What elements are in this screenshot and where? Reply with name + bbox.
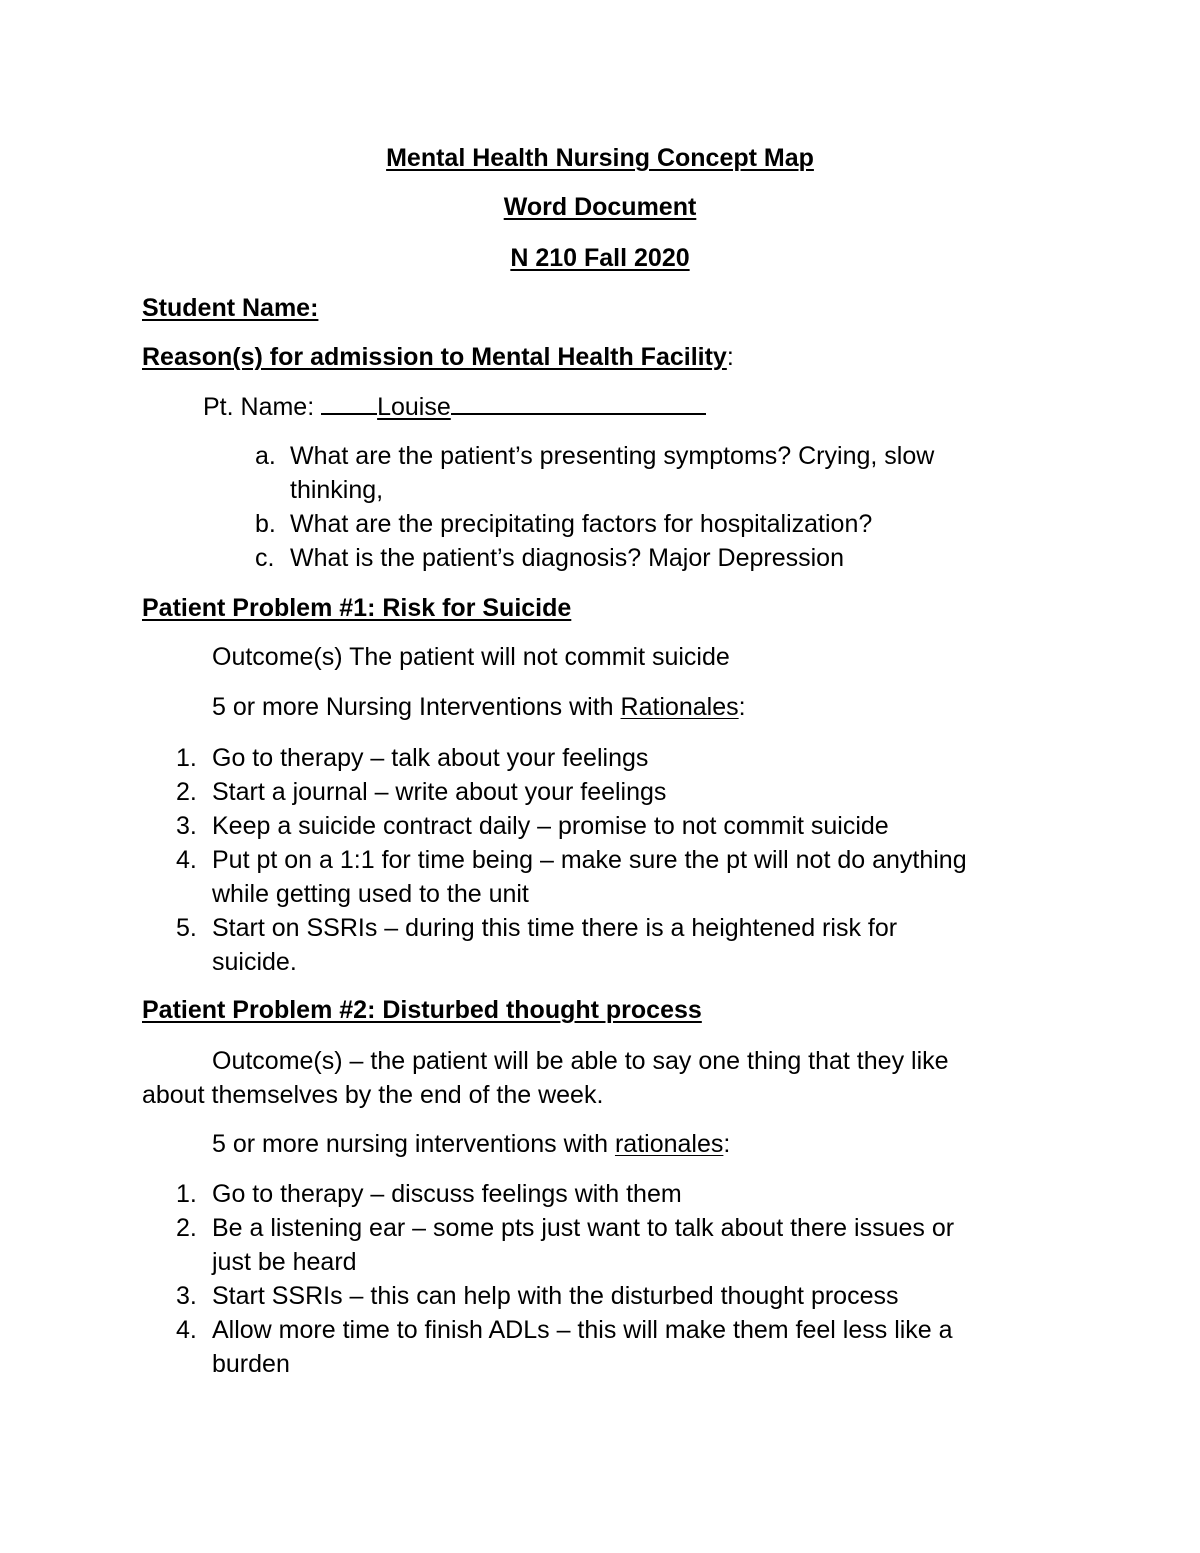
- list-item-text: Start SSRIs – this can help with the disturbed thought process: [212, 1282, 899, 1310]
- course-line: [0, 243, 1200, 273]
- list-item-text: suicide.: [212, 948, 297, 976]
- list-item-marker: 3.: [176, 1282, 197, 1310]
- list-item-text: Keep a suicide contract daily – promise to not commit suicide: [212, 812, 889, 840]
- problem1-interventions-label: [212, 692, 746, 722]
- course-text: N 210 Fall 2020: [510, 244, 690, 272]
- list-item-text: burden: [212, 1350, 290, 1378]
- problem2-heading-text: Patient Problem #2: Disturbed thought process: [142, 996, 702, 1024]
- list-item-text: What are the patient’s presenting symptoms? Crying, slow: [290, 442, 935, 470]
- problem2-heading: [142, 995, 702, 1025]
- list-item-text: while getting used to the unit: [212, 880, 529, 908]
- list-item-text: thinking,: [290, 476, 384, 504]
- list-item-text: Allow more time to finish ADLs – this will make them feel less like a: [212, 1316, 953, 1344]
- title-text: Mental Health Nursing Concept Map: [386, 144, 814, 172]
- list-item-marker: 4.: [176, 846, 197, 874]
- subtitle-text: Word Document: [503, 193, 697, 221]
- list-item-text: Be a listening ear – some pts just want to talk about there issues or: [212, 1214, 955, 1242]
- list-item-marker: a.: [255, 442, 276, 470]
- list-item-marker: 4.: [176, 1316, 197, 1344]
- list-item-marker: c.: [255, 544, 275, 572]
- interventions-prefix: 5 or more nursing interventions with: [212, 1130, 615, 1158]
- list-item-text: What are the precipitating factors for hospitalization?: [290, 510, 873, 538]
- rationales-word: rationales: [614, 1130, 724, 1158]
- reason-heading: [142, 342, 734, 372]
- reason-label: Reason(s) for admission to Mental Health Facility: [142, 343, 727, 371]
- list-item-text: Go to therapy – talk about your feelings: [212, 744, 649, 772]
- interventions-prefix: 5 or more Nursing Interventions with: [212, 693, 621, 721]
- problem1-outcome-text: Outcome(s) The patient will not commit suicide: [212, 643, 730, 671]
- interventions-suffix: :: [723, 1130, 731, 1158]
- problem1-heading: [142, 593, 571, 623]
- interventions-suffix: :: [738, 693, 746, 721]
- list-item-marker: 5.: [176, 914, 197, 942]
- patient-name-label: Pt. Name:: [203, 393, 322, 421]
- list-item-marker: 2.: [176, 1214, 197, 1242]
- list-item-marker: 1.: [176, 744, 197, 772]
- document-subtitle: [0, 192, 1200, 222]
- problem2-outcome-text-2: about themselves by the end of the week.: [142, 1081, 604, 1109]
- list-item-text: just be heard: [212, 1248, 357, 1276]
- student-name-label: [142, 293, 318, 323]
- problem2-outcome-line2: [142, 1080, 603, 1110]
- patient-name-row: [203, 391, 706, 422]
- list-item-marker: b.: [255, 510, 276, 538]
- list-item-marker: 1.: [176, 1180, 197, 1208]
- list-item-text: What is the patient’s diagnosis? Major Depression: [290, 544, 844, 572]
- problem2-interventions-label: [212, 1129, 730, 1159]
- blank-line: [321, 391, 377, 415]
- list-item-marker: 2.: [176, 778, 197, 806]
- blank-line: [451, 391, 706, 415]
- list-item-text: Start a journal – write about your feelings: [212, 778, 667, 806]
- list-item-text: Start on SSRIs – during this time there is a heightened risk for: [212, 914, 898, 942]
- list-item-text: Go to therapy – discuss feelings with them: [212, 1180, 682, 1208]
- list-item-marker: 3.: [176, 812, 197, 840]
- problem1-heading-text: Patient Problem #1: Risk for Suicide: [142, 594, 572, 622]
- rationales-word: Rationales: [620, 693, 739, 721]
- student-name-text: Student Name:: [142, 294, 319, 322]
- patient-name-value: Louise: [377, 393, 451, 421]
- reason-colon: :: [726, 343, 734, 371]
- problem1-outcome: [212, 642, 730, 672]
- problem2-outcome-text-1: Outcome(s) – the patient will be able to say one thing that they like: [212, 1047, 949, 1075]
- list-item-text: Put pt on a 1:1 for time being – make sure the pt will not do anything: [212, 846, 967, 874]
- document-title: [0, 143, 1200, 173]
- problem2-outcome-line1: [212, 1046, 949, 1076]
